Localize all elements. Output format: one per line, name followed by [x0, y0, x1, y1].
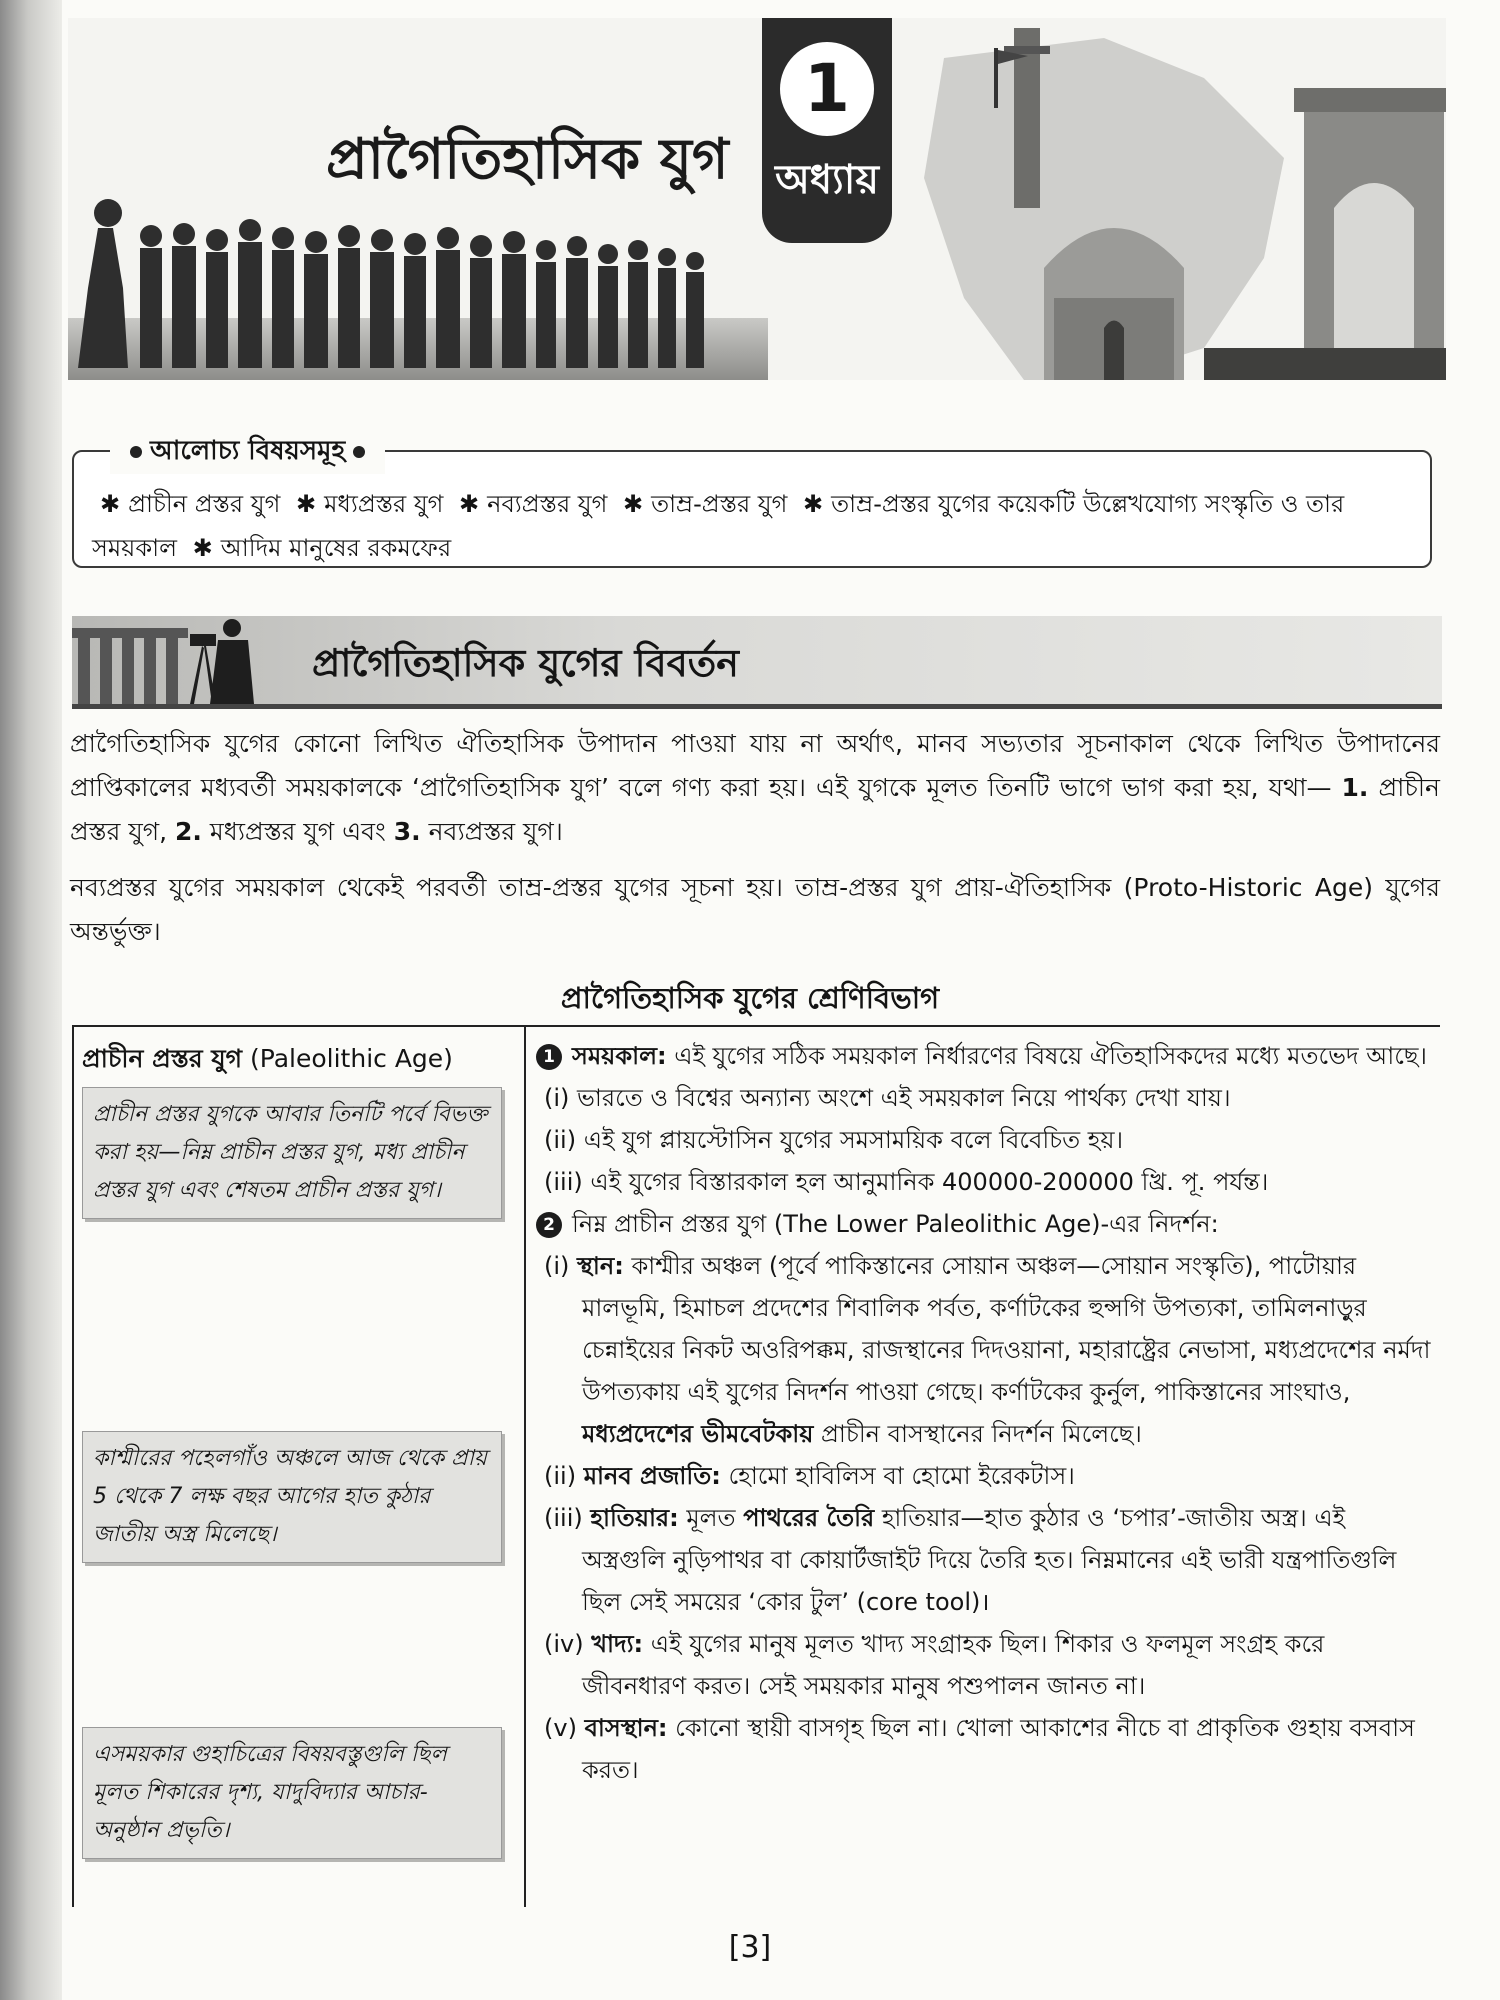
- chapter-banner: [68, 18, 1446, 380]
- bullet-dot-icon: [353, 446, 365, 458]
- table-left-column: [72, 1027, 526, 1907]
- chapter-badge: [762, 18, 892, 243]
- intro-paragraph-1: [70, 722, 1440, 854]
- point-2: [536, 1203, 1436, 1245]
- point-title: নিম্ন প্রাচীন প্রস্তর যুগ (The Lower Paleolithic Age)-এর নিদর্শন:: [572, 1210, 1219, 1238]
- sub-point: (i) স্থান: কাশ্মীর অঞ্চল (পূর্বে পাকিস্তানের সোয়ান অঞ্চল—সোয়ান সংস্কৃতি), পাটোয়ার মালভূমি, হিমাচল প্রদেশের শিবালিক পর্বত, কর্ণাটকের হুন্সগি উপত্যকা, তামিলনাড়ুর চেন্নাইয়ের নিকট অওরিপক্কম, রাজস্থানের দিদওয়ানা, মহারাষ্ট্রের নেভাসা, মধ্যপ্রদেশের নর্মদা উপত্যকায় এই যুগের নিদর্শন পাওয়া গেছে। কর্ণাটকের কুর্নুল, পাকিস্তানের সাংঘাও, মধ্যপ্রদেশের ভীমবেটকায় প্রাচীন বাসস্থানের নিদর্শন মিলেছে।: [544, 1252, 1431, 1448]
- star-bullet-icon: ✱: [192, 534, 213, 562]
- point-label: সময়কাল:: [572, 1042, 667, 1070]
- photographer-ruins-icon: [72, 616, 282, 704]
- side-note: কাশ্মীরের পহেলগাঁও অঞ্চলে আজ থেকে প্রায় 5 থেকে 7 লক্ষ বছর আগের হাত কুঠার জাতীয় অস্ত্র মিলেছে।: [82, 1431, 502, 1563]
- topics-list: [92, 482, 1412, 570]
- sub-point: (iv) খাদ্য: এই যুগের মানুষ মূলত খাদ্য সংগ্রাহক ছিল। শিকার ও ফলমূল সংগ্রহ করে জীবনধারণ করত। সেই সময়কার মানুষ পশুপালন জানত না।: [544, 1630, 1325, 1700]
- classification-heading: প্রাগৈতিহাসিক যুগের শ্রেণিবিভাগ: [560, 981, 940, 1015]
- topic-item: মধ্যপ্রস্তর যুগ: [324, 490, 444, 518]
- intro-text: প্রাগৈতিহাসিক যুগের কোনো লিখিত ঐতিহাসিক উপাদান পাওয়া যায় না অর্থাৎ, মানব সভ্যতার সূচনাকাল থেকে লিখিত উপাদানের প্রাপ্তিকালের মধ্যবর্তী সময়কালকে ‘প্রাগৈতিহাসিক যুগ’ বলে গণ্য করা হয়। এই যুগকে মূলত তিনটি ভাগে ভাগ করা হয়, যথা—: [70, 729, 1440, 802]
- number-circle-icon: 2: [536, 1212, 562, 1238]
- star-bullet-icon: ✱: [803, 490, 824, 518]
- section-header: [72, 616, 1442, 709]
- topic-item: নব্যপ্রস্তর যুগ: [487, 490, 608, 518]
- india-monuments-collage: [904, 18, 1446, 380]
- side-note: প্রাচীন প্রস্তর যুগকে আবার তিনটি পর্বে বিভক্ত করা হয়—নিম্ন প্রাচীন প্রস্তর যুগ, মধ্য প্রাচীন প্রস্তর যুগ এবং শেষতম প্রাচীন প্রস্তর যুগ।: [82, 1087, 502, 1219]
- topics-box: [72, 436, 1432, 568]
- topic-item: প্রাচীন প্রস্তর যুগ: [128, 490, 281, 518]
- star-bullet-icon: ✱: [295, 490, 317, 518]
- section-title: প্রাগৈতিহাসিক যুগের বিবর্তন: [312, 641, 739, 685]
- point-1: [536, 1035, 1436, 1077]
- number-circle-icon: 1: [536, 1044, 562, 1070]
- list-number: 3.: [393, 817, 421, 846]
- topics-title: আলোচ্য বিষয়সমূহ: [110, 430, 385, 474]
- list-item: প্রাচীন প্রস্তর যুগ,: [70, 773, 1440, 846]
- topic-item: তাম্র-প্রস্তর যুগ: [651, 490, 788, 518]
- intro-paragraph-2: নব্যপ্রস্তর যুগের সময়কাল থেকেই পরবর্তী তাম্র-প্রস্তর যুগের সূচনা হয়। তাম্র-প্রস্তর যুগ প্রায়-ঐতিহাসিক (Proto-Historic Age) যুগের অন্তর্ভুক্ত।: [70, 873, 1440, 946]
- list-number: 1.: [1341, 773, 1369, 802]
- topic-item: আদিম মানুষের রকমফের: [220, 534, 452, 562]
- sub-point: (ii) এই যুগ প্লায়স্টোসিন যুগের সমসাময়িক বলে বিবেচিত হয়।: [544, 1126, 1124, 1154]
- list-item: মধ্যপ্রস্তর যুগ এবং: [201, 817, 394, 846]
- star-bullet-icon: ✱: [459, 490, 480, 518]
- star-bullet-icon: ✱: [100, 490, 121, 518]
- sub-point: (iii) এই যুগের বিস্তারকাল হল আনুমানিক 400000-200000 খ্রি. পূ. পর্যন্ত।: [544, 1168, 1269, 1196]
- left-column-heading: প্রাচীন প্রস্তর যুগ (Paleolithic Age): [82, 1044, 453, 1073]
- classification-table: [72, 1025, 1440, 1907]
- side-note: এসময়কার গুহাচিত্রের বিষয়বস্তুগুলি ছিল মূলত শিকারের দৃশ্য, যাদুবিদ্যার আচার-অনুষ্ঠান প্রভৃতি।: [82, 1727, 502, 1859]
- sub-point: (i) ভারতে ও বিশ্বের অন্যান্য অংশে এই সময়কাল নিয়ে পার্থক্য দেখা যায়।: [544, 1084, 1231, 1112]
- bullet-dot-icon: [130, 446, 142, 458]
- chapter-title: প্রাগৈতিহাসিক যুগ: [326, 127, 729, 192]
- sub-point: (ii) মানব প্রজাতি: হোমো হাবিলিস বা হোমো ইরেকটাস।: [544, 1462, 1075, 1490]
- chapter-number: 1: [780, 42, 874, 136]
- sub-point: (iii) হাতিয়ার: মূলত পাথরের তৈরি হাতিয়ার—হাত কুঠার ও ‘চপার’-জাতীয় অস্ত্র। এই অস্ত্রগুলি নুড়িপাথর বা কোয়ার্টজাইট দিয়ে তৈরি হত। নিম্নমানের এই ভারী যন্ত্রপাতিগুলি ছিল সেই সময়ের ‘কোর টুল’ (core tool)।: [544, 1504, 1397, 1616]
- topic-item: তাম্র-প্রস্তর যুগের কয়েকটি উল্লেখযোগ্য সংস্কৃতি ও তার সময়কাল: [92, 490, 1345, 562]
- star-bullet-icon: ✱: [622, 490, 644, 518]
- table-right-column: [536, 1027, 1436, 1907]
- chapter-label: অধ্যায়: [775, 157, 879, 203]
- point-text: এই যুগের সঠিক সময়কাল নির্ধারণের বিষয়ে ঐতিহাসিকদের মধ্যে মতভেদ আছে।: [666, 1042, 1427, 1070]
- sub-point: (v) বাসস্থান: কোনো স্থায়ী বাসগৃহ ছিল না। খোলা আকাশের নীচে বা প্রাকৃতিক গুহায় বসবাস করত।: [544, 1714, 1415, 1784]
- list-item: নব্যপ্রস্তর যুগ।: [420, 817, 563, 846]
- page-number: [3]: [728, 1930, 772, 1965]
- list-number: 2.: [175, 817, 202, 846]
